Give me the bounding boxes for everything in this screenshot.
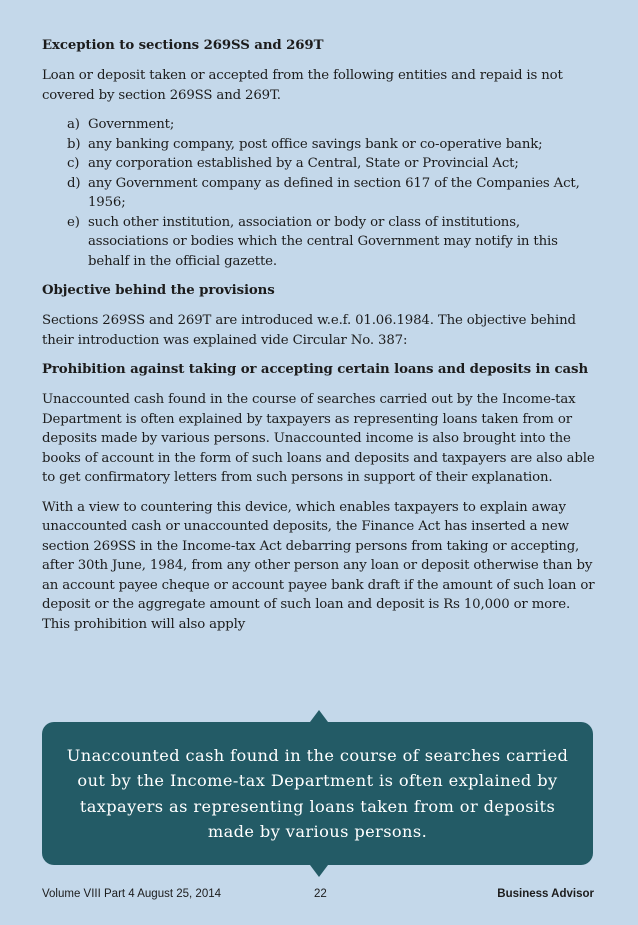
prohibition-paragraph-2: With a view to countering this device, which enables taxpayers to explain away unaccounted cash or unaccounted deposits, the Finance Act has inserted a new section 269SS in the Income-tax Act debarring persons from taking or accepting, after 30th June, 1984, from any other person any loan or deposit otherwise than by an account payee cheque or account payee bank draft if the amount of such loan or deposit or the aggregate amount of such loan and deposit is Rs 10,000 or more. This prohibition will also apply	[42, 499, 595, 632]
prohibition-paragraph-1: Unaccounted cash found in the course of searches carried out by the Income-tax Department is often explained by taxpayers as representing loans taken from or deposits made by various persons. Unaccounted income is also brought into the books of account in the form of such loans and deposits and taxpayers are also able to get confirmatory letters from such persons in support of their explanation.	[42, 392, 595, 485]
footer-page-number: 22	[314, 888, 327, 900]
list-item-text: Government;	[88, 117, 175, 132]
list-marker: a)	[67, 117, 80, 132]
list-item-text: any corporation established by a Central, State or Provincial Act;	[88, 156, 519, 171]
list-item	[42, 115, 598, 135]
pull-quote-text: Unaccounted cash found in the course of searches carried out by the Income-tax Department is often explained by taxpayers as representing loans taken from or deposits made by various persons.	[66, 745, 569, 841]
list-item	[42, 154, 598, 174]
list-marker: d)	[67, 175, 81, 191]
list-marker: e)	[67, 214, 80, 230]
objective-heading: Objective behind the provisions	[42, 283, 275, 298]
callout-pointer-top	[310, 710, 328, 722]
list-item-text: any Government company as defined in section 617 of the Companies Act, 1956;	[88, 175, 580, 210]
footer-volume: Volume VIII Part 4 August 25, 2014	[42, 888, 222, 900]
list-item	[42, 174, 598, 213]
exception-intro: Loan or deposit taken or accepted from the following entities and repaid is not covered by section 269SS and 269T.	[42, 68, 563, 103]
list-item-text: any banking company, post office savings bank or co-operative bank;	[88, 136, 543, 152]
list-marker: b)	[67, 136, 81, 152]
footer-publication: Business Advisor	[497, 888, 594, 900]
objective-text: Sections 269SS and 269T are introduced w.e.f. 01.06.1984. The objective behind their introduction was explained vide Circular No. 387:	[42, 313, 576, 348]
list-marker: c)	[67, 156, 80, 171]
list-item	[42, 135, 598, 155]
exception-list	[42, 115, 598, 271]
page-content	[42, 36, 598, 644]
prohibition-heading: Prohibition against taking or accepting certain loans and deposits in cash	[42, 362, 589, 377]
exception-heading: Exception to sections 269SS and 269T	[42, 38, 324, 53]
callout-pointer-bottom	[310, 865, 328, 877]
list-item-text: such other institution, association or body or class of institutions, associations or bodies which the central Government may notify in this behalf in the official gazette.	[88, 214, 558, 269]
page-footer	[42, 888, 598, 904]
pull-quote-callout	[42, 722, 593, 865]
list-item	[42, 213, 598, 272]
